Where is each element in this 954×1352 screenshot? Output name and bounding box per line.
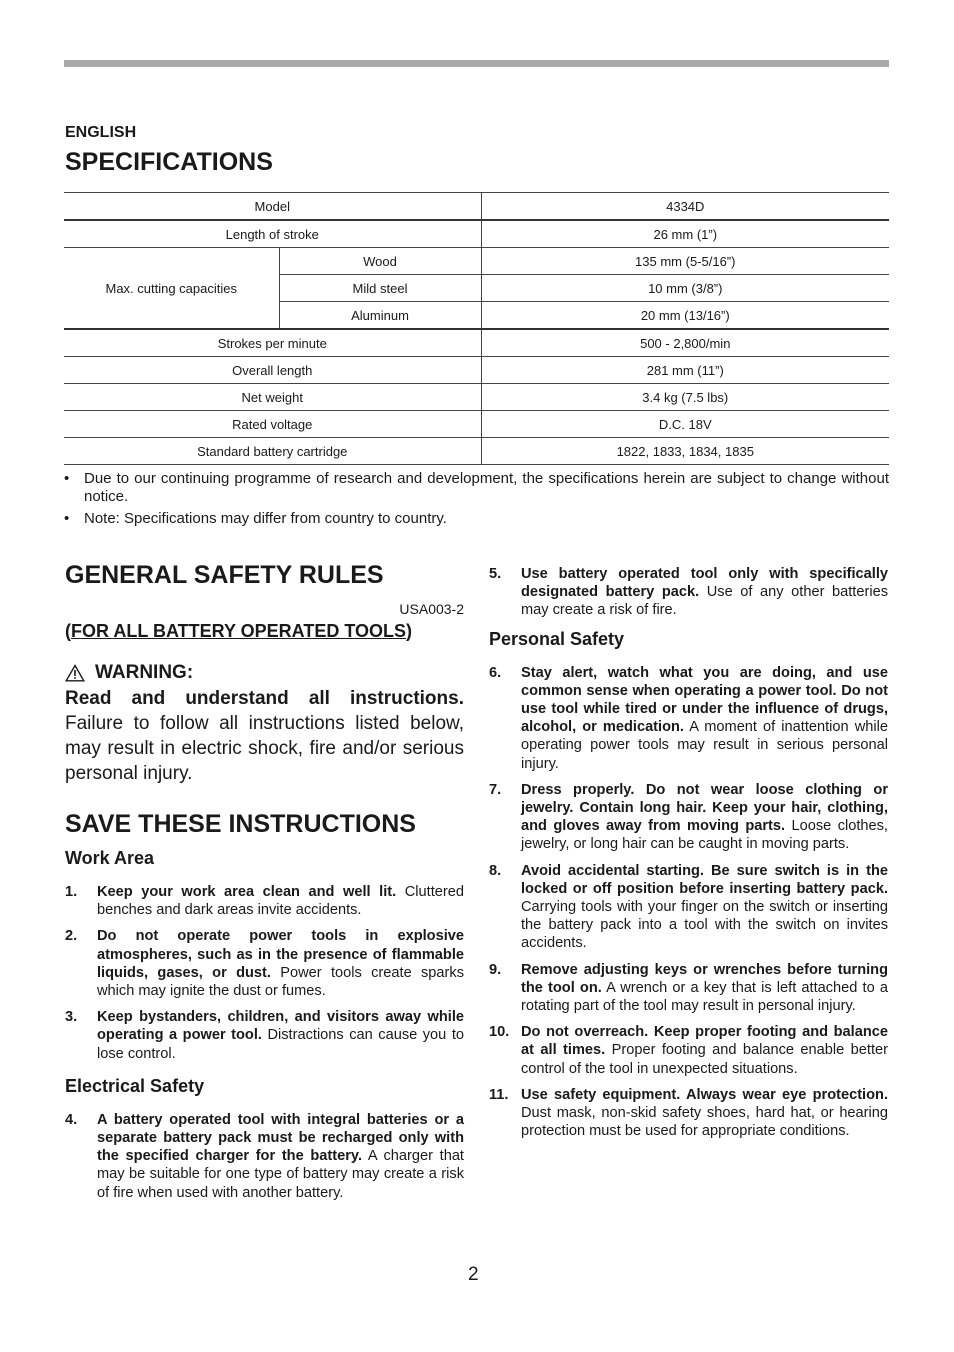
- rule-text: Dust mask, non-skid safety shoes, hard hat, or hearing protection must be used for appropriate conditions.: [521, 1105, 888, 1140]
- rule-text: Proper footing and balance enable better control of the tool in unexpected situations.: [521, 1042, 888, 1077]
- spec-value: 26 mm (1”): [481, 220, 889, 248]
- rule-bold: Do not operate power tools in explosive atmospheres, such as in the presence of flammable liquids, gases, or dust.: [97, 928, 464, 981]
- list-item: [489, 565, 888, 620]
- rule-bold: Dress properly. Do not wear loose clothing or jewelry. Contain long hair. Keep your hair, clothing, and gloves away from moving parts.: [521, 781, 888, 835]
- rule-bold: Remove adjusting keys or wrenches before turning the tool on.: [521, 961, 888, 996]
- spec-value: 500 - 2,800/min: [481, 329, 889, 357]
- rule-number: 4.: [65, 1111, 78, 1128]
- list-item: [65, 1111, 464, 1202]
- warning-label: WARNING:: [95, 662, 194, 683]
- list-item: [489, 664, 888, 773]
- rule-text: Loose clothes, jewelry, or long hair can be caught in moving parts.: [521, 818, 888, 853]
- list-item: [489, 961, 888, 1016]
- rule-text: Use of any other batteries may create a risk of fire.: [521, 584, 888, 619]
- rule-bold: Use safety equipment. Always wear eye protection.: [521, 1086, 888, 1103]
- spec-sublabel: Aluminum: [279, 302, 481, 330]
- rule-bold: A battery operated tool with integral batteries or a separate battery pack must be recharged only with the specified charger for the battery.: [97, 1111, 464, 1165]
- spec-notes: [64, 470, 889, 532]
- battery-tools-subtitle: [65, 620, 464, 642]
- paren-open: (: [65, 621, 71, 641]
- rule-number: 2.: [65, 928, 78, 945]
- page-number: 2: [468, 1264, 479, 1285]
- rule-bold: Keep your work area clean and well lit.: [97, 884, 397, 900]
- table-row: [64, 329, 889, 357]
- rule-bold: Avoid accidental starting. Be sure switch is in the locked or off position before inserting battery pack.: [521, 862, 888, 897]
- battery-rules: [489, 565, 888, 620]
- spec-value: 281 mm (11”): [481, 357, 889, 384]
- rule-number: 10.: [489, 1024, 510, 1041]
- rule-text: A charger that may be suitable for one type of battery may create a risk of fire when used with another battery.: [97, 1148, 464, 1201]
- list-item: [489, 781, 888, 854]
- specifications-table: [64, 192, 889, 465]
- spec-sublabel: Mild steel: [279, 275, 481, 302]
- spec-label: Strokes per minute: [64, 329, 481, 357]
- rule-number: 11.: [489, 1086, 509, 1103]
- spec-value: 1822, 1833, 1834, 1835: [481, 438, 889, 465]
- spec-sublabel: Wood: [279, 248, 481, 275]
- rule-number: 5.: [489, 566, 502, 582]
- specifications-title: SPECIFICATIONS: [65, 148, 273, 176]
- warning-bold: Read and understand all instructions.: [65, 688, 464, 709]
- rule-text: A wrench or a key that is left attached to a rotating part of the tool may result in personal injury.: [521, 979, 888, 1015]
- rule-text: Carrying tools with your finger on the switch or inserting the battery pack into a tool with the switch on invites accidents.: [521, 899, 888, 952]
- rule-number: 8.: [489, 862, 502, 879]
- rule-bold: Stay alert, watch what you are doing, and use common sense when operating a power tool. Do not use tool while tired or under the influence of drugs, alcohol, or medication.: [521, 664, 888, 736]
- note-text: Note: Specifications may differ from country to country.: [84, 510, 447, 527]
- rule-text: Power tools create sparks which may ignite the dust or fumes.: [97, 964, 464, 1000]
- spec-value: 4334D: [481, 193, 889, 221]
- language-label: ENGLISH: [65, 124, 137, 141]
- list-item: [489, 1023, 888, 1078]
- spec-label: Standard battery cartridge: [64, 438, 481, 465]
- document-code: USA003-2: [399, 601, 464, 617]
- left-column: [65, 560, 464, 1210]
- rule-number: 1.: [65, 884, 78, 900]
- rule-bold: Use battery operated tool only with specifically designated battery pack.: [521, 566, 888, 601]
- spec-value: 10 mm (3/8”): [481, 275, 889, 302]
- list-item: [64, 470, 889, 506]
- note-text: Due to our continuing programme of research and development, the specifications herein are subject to change without notice.: [84, 470, 889, 505]
- work-area-heading: Work Area: [65, 848, 155, 868]
- table-row: [64, 384, 889, 411]
- table-row: [64, 193, 889, 221]
- right-column: [489, 565, 888, 1148]
- list-item: [65, 1008, 464, 1063]
- work-area-rules: [65, 883, 464, 1063]
- top-rule: [64, 60, 889, 67]
- spec-label: Net weight: [64, 384, 481, 411]
- subtitle-text: FOR ALL BATTERY OPERATED TOOLS: [71, 621, 407, 641]
- table-row: [64, 411, 889, 438]
- rule-number: 6.: [489, 664, 502, 681]
- safety-rules-title: GENERAL SAFETY RULES: [65, 561, 384, 589]
- warning-text: [65, 686, 464, 786]
- rule-bold: Keep bystanders, children, and visitors away while operating a power tool.: [97, 1009, 464, 1044]
- list-item: [489, 862, 888, 953]
- spec-value: 135 mm (5-5/16”): [481, 248, 889, 275]
- electrical-safety-heading: Electrical Safety: [65, 1075, 205, 1096]
- table-row: [64, 220, 889, 248]
- rule-number: 7.: [489, 781, 502, 798]
- bullet-icon: •: [64, 470, 70, 487]
- spec-label: Model: [64, 193, 481, 221]
- spec-label: Rated voltage: [64, 411, 481, 438]
- paren-close: ): [406, 621, 413, 641]
- list-item: [64, 510, 889, 528]
- warning-body: Failure to follow all instructions listed below, may result in electric shock, fire and/or serious personal injury.: [65, 713, 464, 784]
- spec-label: Max. cutting capacities: [64, 248, 279, 330]
- spec-value: D.C. 18V: [481, 411, 889, 438]
- warning-heading: [65, 662, 464, 684]
- electrical-rules: [65, 1111, 464, 1202]
- list-item: [65, 883, 464, 919]
- spec-label: Length of stroke: [64, 220, 481, 248]
- warning-triangle-icon: [65, 664, 85, 682]
- rule-text: Cluttered benches and dark areas invite accidents.: [97, 884, 464, 919]
- rule-number: 9.: [489, 961, 502, 978]
- table-row: [64, 438, 889, 465]
- table-row: [64, 357, 889, 384]
- list-item: [65, 927, 464, 1000]
- spec-label: Overall length: [64, 357, 481, 384]
- list-item: [489, 1086, 888, 1141]
- save-instructions-title: SAVE THESE INSTRUCTIONS: [65, 810, 416, 838]
- rule-bold: Do not overreach. Keep proper footing and balance at all times.: [521, 1024, 888, 1059]
- table-row: [64, 248, 889, 275]
- rule-text: A moment of inattention while operating power tools may result in serious personal injury.: [521, 719, 888, 772]
- personal-safety-heading: Personal Safety: [489, 628, 625, 649]
- personal-rules: [489, 664, 888, 1141]
- rule-text: Distractions can cause you to lose control.: [97, 1027, 464, 1062]
- rule-number: 3.: [65, 1009, 78, 1026]
- spec-value: 20 mm (13/16”): [481, 302, 889, 330]
- spec-value: 3.4 kg (7.5 lbs): [481, 384, 889, 411]
- bullet-icon: •: [64, 510, 70, 527]
